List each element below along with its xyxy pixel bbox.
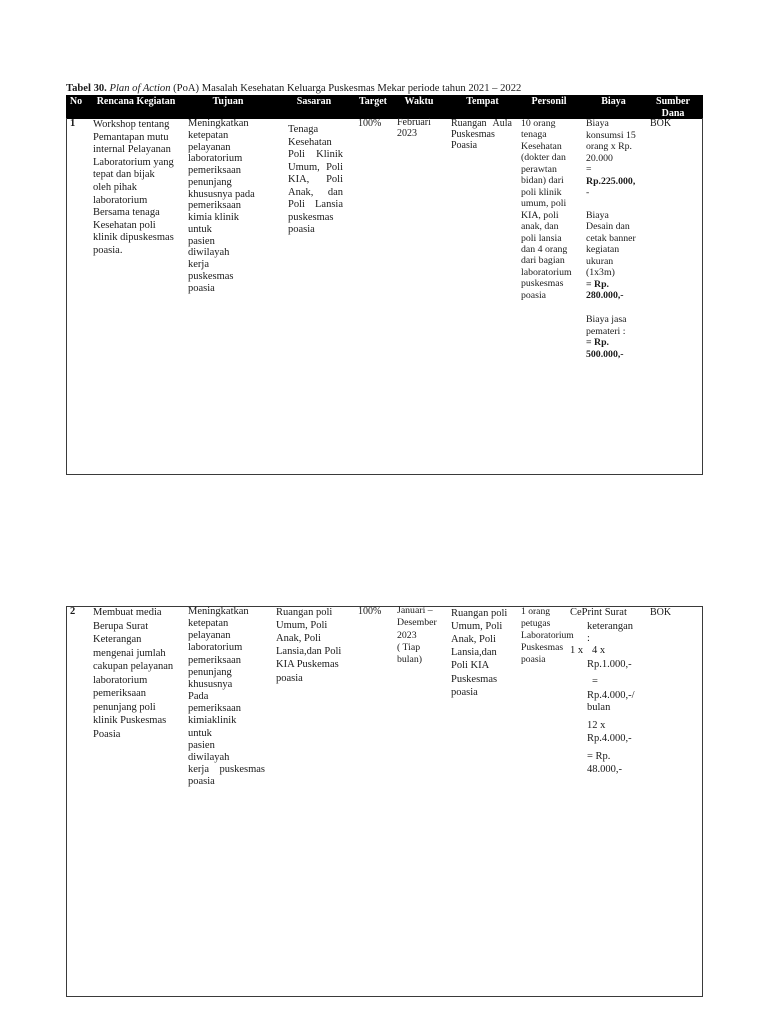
text-line: umum, poli bbox=[521, 198, 567, 210]
text-line: Poli Klinik bbox=[288, 149, 343, 160]
text-line: laboratorium bbox=[93, 674, 148, 686]
cost-text: bulan bbox=[587, 702, 611, 713]
text-line: Meningkatkan bbox=[188, 606, 249, 617]
text-line: poasia bbox=[521, 654, 546, 665]
text-line: 20.000 bbox=[586, 152, 613, 164]
text-line: Meningkatkan bbox=[188, 118, 249, 129]
cell-text bbox=[521, 118, 572, 301]
text-line: Ruangan poli bbox=[451, 607, 508, 619]
text-line: Poasia bbox=[93, 728, 121, 740]
text-line: ketepatan bbox=[188, 618, 229, 630]
text-line: KIA Puskemas bbox=[276, 659, 339, 671]
text-line: khususnya bbox=[188, 678, 233, 690]
text-line: dan 4 orang bbox=[521, 243, 568, 255]
sumber-dana-cell: BOK bbox=[650, 118, 672, 129]
cost-text: 4 x bbox=[592, 645, 606, 656]
text-line: mengenai jumlah bbox=[93, 647, 166, 659]
text-line: konsumsi 15 bbox=[586, 129, 636, 141]
text-line: 500.000,- bbox=[586, 348, 624, 360]
text-line: cakupan pelayanan bbox=[93, 661, 174, 673]
no-cell: 1 bbox=[70, 118, 76, 129]
text-line: Poasia bbox=[451, 140, 478, 151]
cell-text bbox=[93, 606, 173, 741]
text-line: penunjang bbox=[188, 666, 232, 678]
header-waktu: Waktu bbox=[404, 96, 434, 107]
cost-text: CePrint Surat bbox=[570, 607, 627, 618]
target-cell: 100% bbox=[358, 118, 382, 129]
table-title: (PoA) Masalah Kesehatan Keluarga Puskesmas Mekar periode tahun 2021 – 2022 bbox=[173, 83, 522, 94]
text-line: Biaya jasa bbox=[586, 314, 627, 325]
text-line: (1x3m) bbox=[586, 267, 615, 278]
text-line: tepat dan bijak bbox=[93, 169, 155, 181]
cost-text: Rp.4.000,- bbox=[587, 733, 632, 744]
waktu-cell bbox=[397, 605, 437, 666]
text-line: Lansia,dan bbox=[451, 647, 497, 659]
text-line: Desain dan bbox=[586, 221, 630, 232]
text-line: kerja puskesmas bbox=[188, 764, 265, 776]
cell-text bbox=[188, 118, 255, 294]
text-line: Berupa Surat bbox=[93, 620, 149, 632]
text-line: anak, dan bbox=[521, 221, 559, 233]
text-line: Kesehatan poli bbox=[93, 219, 156, 231]
text-line: puskesmas bbox=[288, 211, 334, 223]
text-line: poasia bbox=[188, 776, 215, 788]
text-line: (dokter dan bbox=[521, 152, 566, 164]
text-line: poasia bbox=[521, 289, 547, 301]
text-line: pemeriksaan bbox=[188, 654, 242, 666]
text-line: Puskesmas bbox=[451, 129, 495, 140]
text-line: laboratorium bbox=[521, 266, 572, 278]
rencana-kegiatan-cell bbox=[93, 119, 174, 258]
text-line: Poli Lansia bbox=[288, 199, 343, 210]
header-sasaran: Sasaran bbox=[296, 96, 332, 107]
text-line: pemeriksaan bbox=[93, 688, 147, 700]
text-line: 1 orang bbox=[521, 606, 551, 617]
cell-text bbox=[288, 124, 343, 237]
text-line: cetak banner bbox=[586, 232, 636, 244]
text-line: Pemantapan mutu bbox=[93, 131, 169, 143]
sasaran-cell bbox=[276, 606, 341, 685]
text-line: pasien bbox=[188, 235, 215, 247]
text-line: Kesehatan bbox=[288, 136, 332, 148]
text-line: diwilayah bbox=[188, 247, 230, 259]
personil-cell bbox=[521, 118, 572, 301]
header-sumber-dana-line: Sumber bbox=[656, 96, 690, 107]
header-sumber-dana bbox=[648, 96, 698, 120]
text-line: - bbox=[586, 187, 590, 198]
cost-text: Rp.4.000,-/ bbox=[587, 690, 635, 701]
text-line: tenaga bbox=[521, 129, 547, 141]
text-line: Poli KIA bbox=[451, 660, 490, 672]
text-line: poli klinik bbox=[521, 186, 562, 198]
header-target: Target bbox=[359, 96, 387, 107]
text-line: 2023 bbox=[397, 629, 417, 641]
text-line: untuk bbox=[188, 727, 212, 739]
waktu-cell bbox=[397, 118, 431, 139]
text-line: ( Tiap bbox=[397, 641, 421, 653]
text-line: perawtan bbox=[521, 163, 557, 175]
text-line: poasia bbox=[451, 686, 478, 698]
text-line: orang x Rp. bbox=[586, 141, 632, 152]
text-line: Umum, Poli bbox=[276, 619, 328, 631]
text-line: Umum, Poli bbox=[288, 161, 343, 173]
cost-text: keterangan bbox=[587, 621, 634, 632]
text-line: poli lansia bbox=[521, 232, 562, 244]
text-line: = Rp. bbox=[586, 278, 610, 290]
cost-text: 12 x bbox=[587, 720, 606, 731]
cost-text: Rp.1.000,- bbox=[587, 659, 632, 670]
text-line: petugas bbox=[521, 618, 551, 629]
text-line: internal Pelayanan bbox=[93, 144, 171, 156]
sumber-dana-cell: BOK bbox=[650, 607, 672, 618]
tempat-cell bbox=[451, 118, 512, 151]
cost-text: = bbox=[592, 676, 598, 687]
text-line: Laboratorium bbox=[521, 630, 574, 641]
cost-item bbox=[586, 314, 636, 360]
text-line: khususnya pada bbox=[188, 188, 255, 200]
cost-text: : bbox=[587, 633, 590, 644]
table-number: Tabel 30. bbox=[66, 83, 107, 94]
text-line: poasia. bbox=[93, 244, 123, 256]
text-line: KIA, Poli bbox=[288, 174, 343, 185]
text-line: Kesehatan bbox=[521, 140, 562, 152]
text-line: untuk bbox=[188, 223, 212, 235]
header-sumber-dana-line: Dana bbox=[661, 108, 685, 119]
text-line: Pada bbox=[188, 691, 209, 703]
rencana-kegiatan-cell bbox=[93, 606, 173, 741]
text-line: diwilayah bbox=[188, 751, 230, 763]
text-line: Umum, Poli bbox=[451, 620, 503, 632]
text-line: Biaya bbox=[586, 209, 609, 221]
sasaran-cell bbox=[288, 124, 343, 237]
text-line: Tenaga bbox=[288, 124, 319, 135]
text-line: pelayanan bbox=[188, 141, 231, 153]
text-line: Rp.225.000, bbox=[586, 175, 636, 187]
cost-text: = Rp. bbox=[587, 751, 611, 762]
text-line: pemeriksaan bbox=[188, 165, 242, 176]
text-line: Ruangan poli bbox=[276, 606, 333, 618]
personil-cell bbox=[521, 606, 574, 666]
tujuan-cell bbox=[188, 118, 255, 294]
header-no: No bbox=[69, 96, 83, 107]
cell-text bbox=[276, 606, 341, 685]
header-tempat: Tempat bbox=[466, 96, 499, 107]
text-line: bidan) dari bbox=[521, 175, 564, 187]
text-line: Februari bbox=[397, 117, 431, 128]
cell-text bbox=[521, 606, 574, 666]
text-line: Puskesmas bbox=[451, 673, 498, 685]
text-line: pemateri : bbox=[586, 325, 626, 337]
biaya-cell bbox=[586, 118, 636, 360]
cost-text: 48.000,- bbox=[587, 764, 622, 775]
text-line: Bersama tenaga bbox=[93, 207, 160, 219]
text-line: 10 orang bbox=[521, 118, 556, 129]
header-biaya: Biaya bbox=[601, 96, 626, 107]
text-line: poasia bbox=[288, 224, 315, 235]
text-line: 2023 bbox=[397, 127, 417, 139]
text-line: KIA, poli bbox=[521, 209, 559, 221]
text-line: pemeriksaan bbox=[188, 200, 242, 212]
cell-text bbox=[397, 118, 431, 139]
cell-text bbox=[451, 607, 507, 699]
tujuan-cell bbox=[188, 606, 265, 788]
cell-text bbox=[93, 119, 174, 258]
text-line: Workshop tentang bbox=[93, 119, 170, 130]
text-line: penunjang bbox=[188, 176, 232, 188]
text-line: ketepatan bbox=[188, 129, 229, 141]
cost-text: 1 x bbox=[570, 645, 584, 656]
header-tujuan: Tujuan bbox=[212, 96, 244, 107]
table-header bbox=[66, 95, 703, 119]
text-line: Ruangan Aula bbox=[451, 118, 512, 129]
text-line: Membuat media bbox=[93, 607, 162, 618]
target-cell: 100% bbox=[358, 606, 382, 617]
text-line: Anak, dan bbox=[288, 186, 343, 198]
text-line: kimiaklinik bbox=[188, 715, 237, 727]
cell-text bbox=[397, 605, 437, 666]
table-caption bbox=[66, 83, 521, 95]
tempat-cell bbox=[451, 607, 507, 699]
text-line: pelayanan bbox=[188, 630, 231, 642]
cell-text bbox=[451, 118, 512, 151]
text-line: klinik dipuskesmas bbox=[93, 232, 174, 244]
text-line: kerja bbox=[188, 259, 209, 270]
text-line: penunjang poli bbox=[93, 701, 156, 713]
text-line: laboratorium bbox=[93, 194, 148, 206]
text-line: laboratorium bbox=[188, 642, 243, 654]
text-line: oleh pihak bbox=[93, 181, 138, 193]
text-line: poasia bbox=[188, 282, 215, 294]
text-line: laboratorium bbox=[188, 153, 243, 165]
text-line: Laboratorium yang bbox=[93, 156, 174, 168]
no-cell: 2 bbox=[70, 606, 76, 617]
text-line: pasien bbox=[188, 739, 215, 751]
text-line: kegiatan bbox=[586, 244, 620, 255]
text-line: = Rp. bbox=[586, 337, 610, 348]
text-line: klinik Puskesmas bbox=[93, 715, 167, 727]
text-line: Anak, Poli bbox=[451, 633, 496, 645]
text-line: Biaya bbox=[586, 118, 609, 129]
text-line: kimia klinik bbox=[188, 212, 240, 223]
text-line: Puskesmas bbox=[521, 642, 564, 653]
cost-item bbox=[586, 210, 636, 302]
text-line: 280.000,- bbox=[586, 290, 624, 301]
header-personil: Personil bbox=[531, 96, 567, 107]
text-line: Keterangan bbox=[93, 634, 142, 646]
header-rencana-kegiatan: Rencana Kegiatan bbox=[96, 96, 176, 107]
text-line: poasia bbox=[276, 672, 303, 684]
text-line: Lansia,dan Poli bbox=[276, 646, 342, 658]
text-line: Desember bbox=[397, 617, 437, 629]
text-line: pemeriksaan bbox=[188, 703, 242, 715]
text-line: puskesmas bbox=[521, 278, 564, 290]
text-line: = bbox=[586, 164, 592, 175]
cost-item bbox=[586, 118, 636, 199]
text-line: Anak, Poli bbox=[276, 632, 321, 644]
text-line: bulan) bbox=[397, 654, 423, 665]
cell-text bbox=[188, 606, 265, 788]
table-title-italic: Plan of Action bbox=[109, 83, 171, 94]
text-line: dari bagian bbox=[521, 255, 565, 267]
text-line: ukuran bbox=[586, 255, 614, 267]
text-line: Januari – bbox=[397, 605, 433, 616]
text-line: puskesmas bbox=[188, 270, 234, 282]
